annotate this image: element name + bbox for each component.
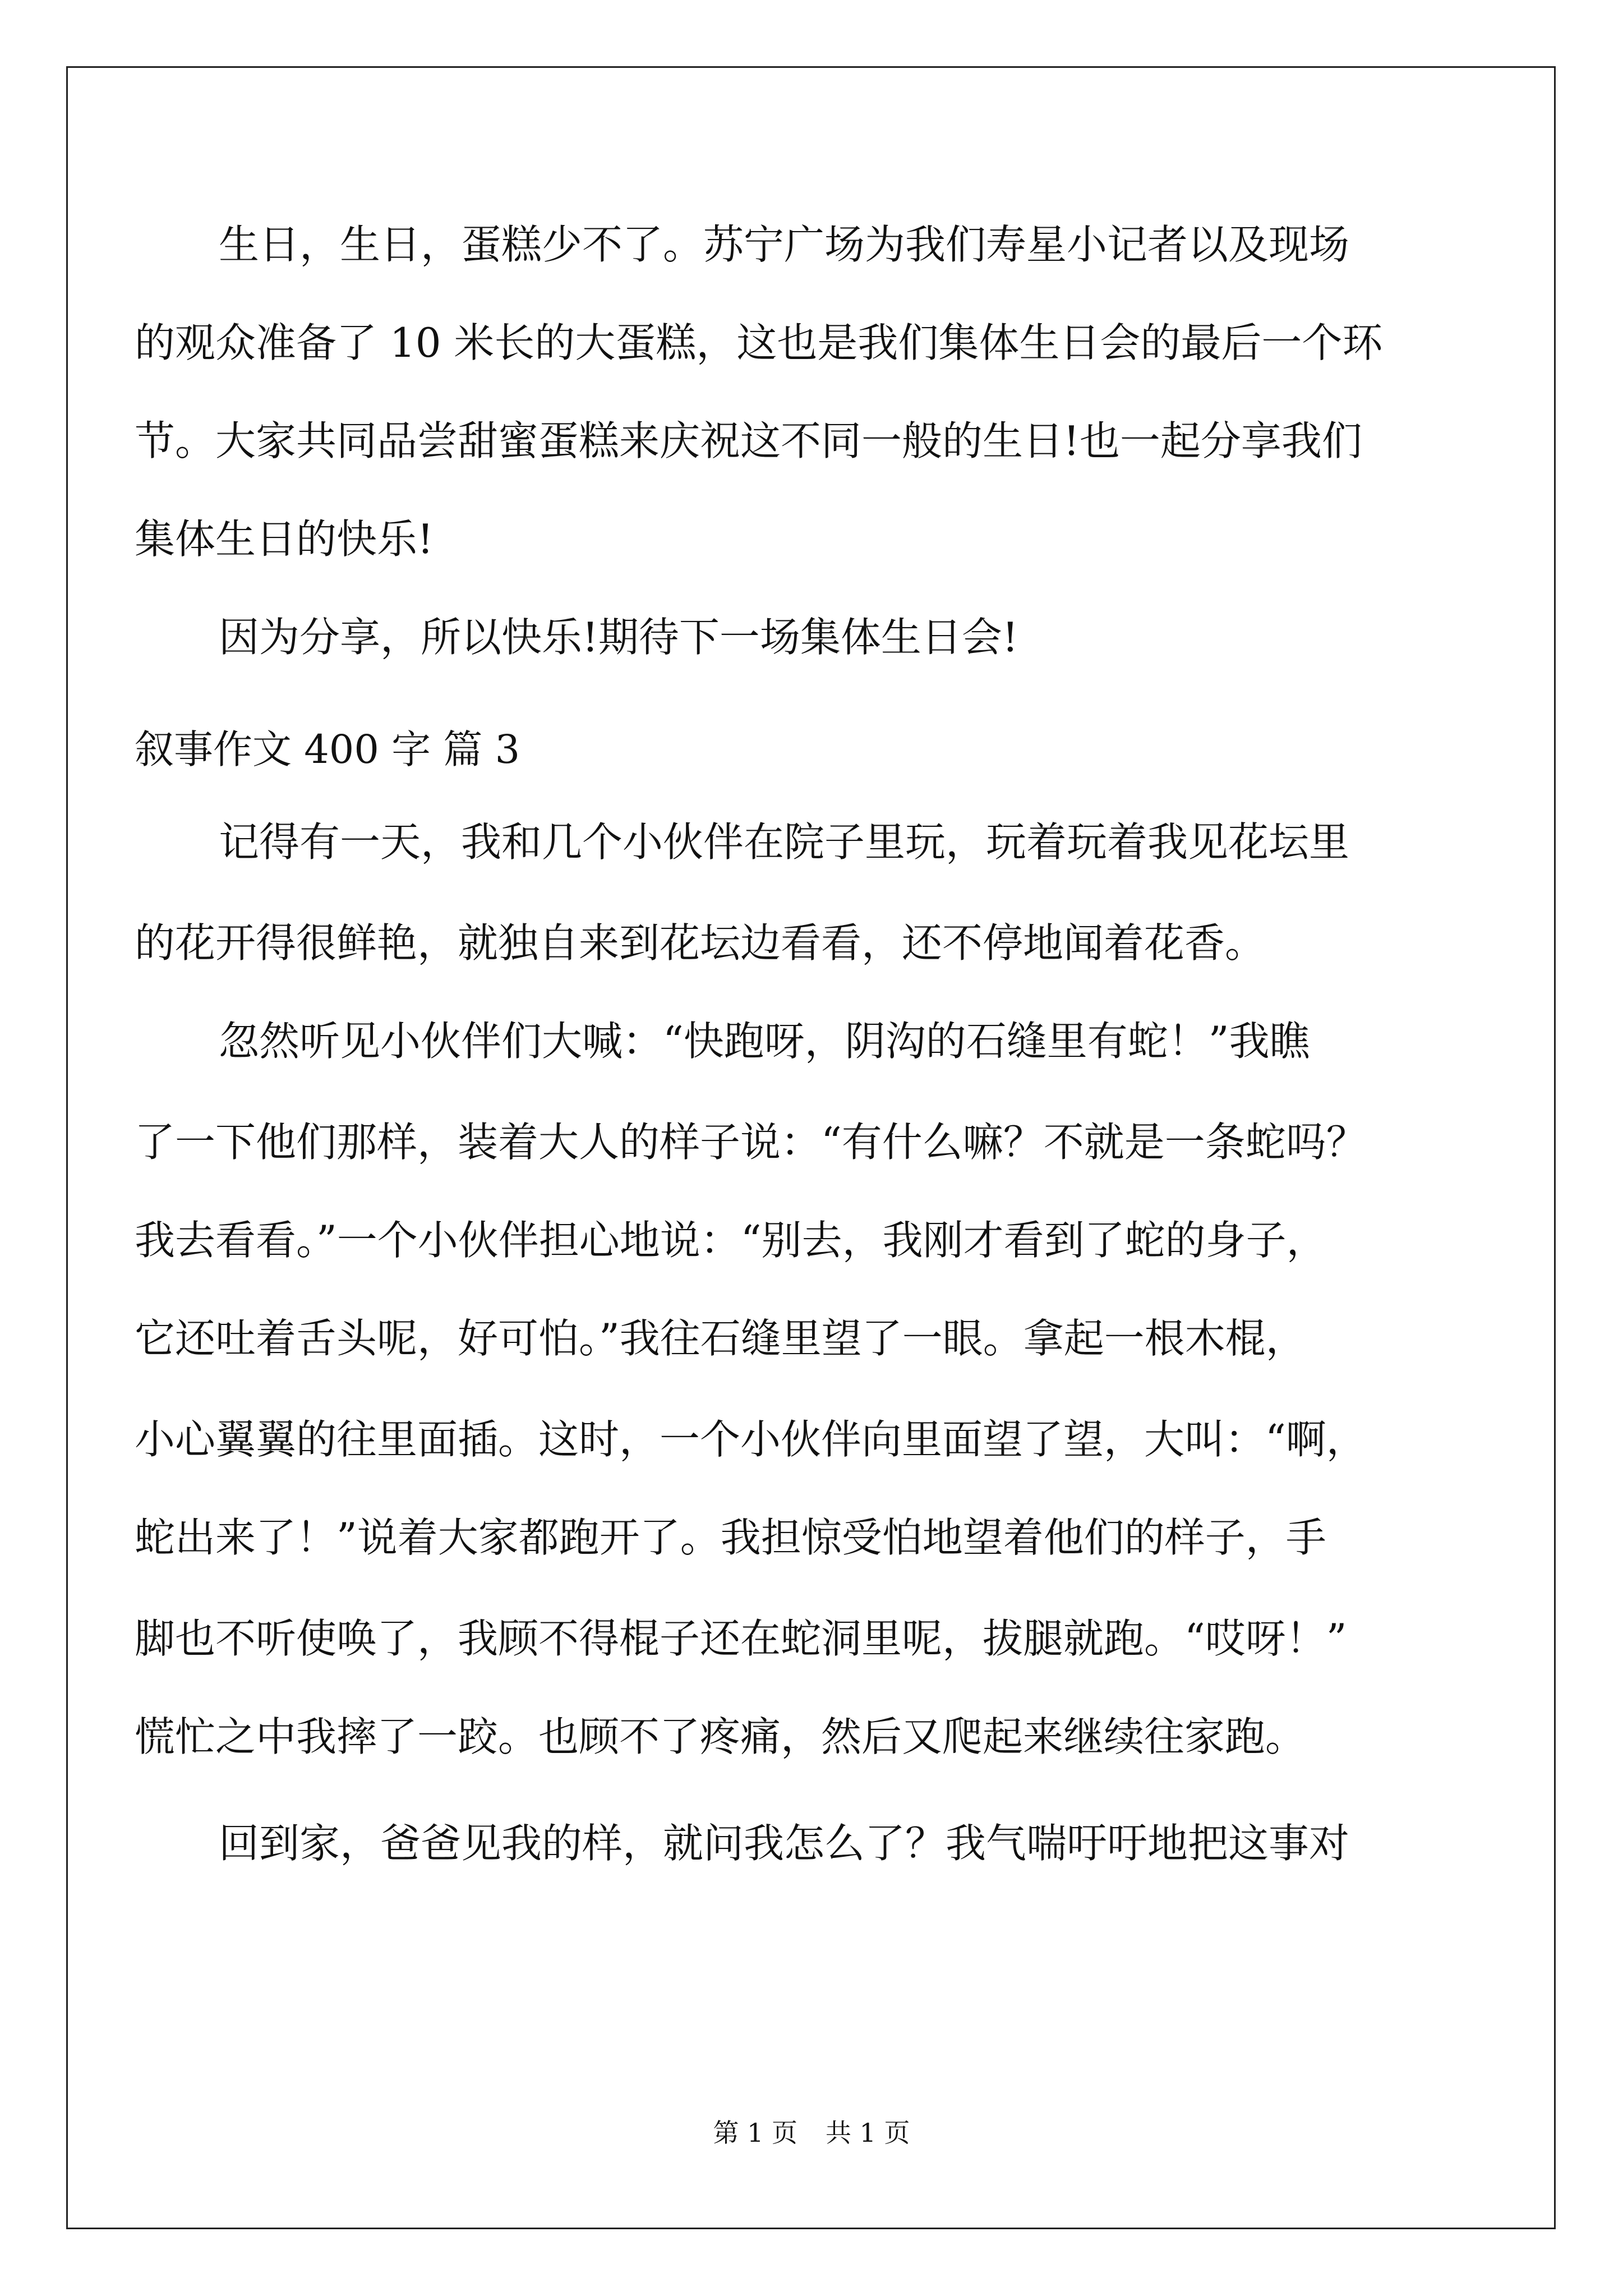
text-line: 的观众准备了 10 米长的大蛋糕，这也是我们集体生日会的最后一个环 <box>135 319 1383 366</box>
text-line: 忽然听见小伙伴们大喊：“快跑呀，阴沟的石缝里有蛇！”我瞧 <box>219 1018 1310 1065</box>
page-footer <box>0 2116 1623 2150</box>
text-line: 记得有一天，我和几个小伙伴在院子里玩，玩着玩着我见花坛里 <box>219 818 1350 866</box>
text-line: 了一下他们那样，装着大人的样子说：“有什么嘛？不就是一条蛇吗？ <box>135 1119 1367 1166</box>
page-total: 共 1 页 <box>826 2118 910 2148</box>
section-heading: 叙事作文 400 字 篇 3 <box>135 726 520 772</box>
text-line: 我去看看。”一个小伙伴担心地说：“别去，我刚才看到了蛇的身子， <box>135 1217 1327 1264</box>
text-line: 集体生日的快乐! <box>135 516 434 563</box>
text-line: 慌忙之中我摔了一跤。也顾不了疼痛，然后又爬起来继续往家跑。 <box>135 1713 1306 1760</box>
text-line: 因为分享，所以快乐!期待下一场集体生日会! <box>219 614 1018 661</box>
text-line: 小心翼翼的往里面插。这时，一个小伙伴向里面望了望，大叫：“啊， <box>135 1416 1367 1463</box>
page-number: 第 1 页 <box>713 2118 797 2148</box>
text-line: 脚也不听使唤了，我顾不得棍子还在蛇洞里呢，拔腿就跑。“哎呀！” <box>135 1615 1347 1662</box>
text-line: 蛇出来了！”说着大家都跑开了。我担惊受怕地望着他们的样子，手 <box>135 1514 1326 1561</box>
text-line: 节。大家共同品尝甜蜜蛋糕来庆祝这不同一般的生日!也一起分享我们 <box>135 417 1362 464</box>
text-line: 的花开得很鲜艳，就独自来到花坛边看看，还不停地闻着花香。 <box>135 919 1266 967</box>
text-line: 它还吐着舌头呢，好可怕。”我往石缝里望了一眼。拿起一根木棍， <box>135 1315 1306 1362</box>
text-line: 回到家，爸爸见我的样，就问我怎么了？我气喘吁吁地把这事对 <box>219 1820 1350 1867</box>
text-line: 生日，生日，蛋糕少不了。苏宁广场为我们寿星小记者以及现场 <box>219 221 1350 268</box>
